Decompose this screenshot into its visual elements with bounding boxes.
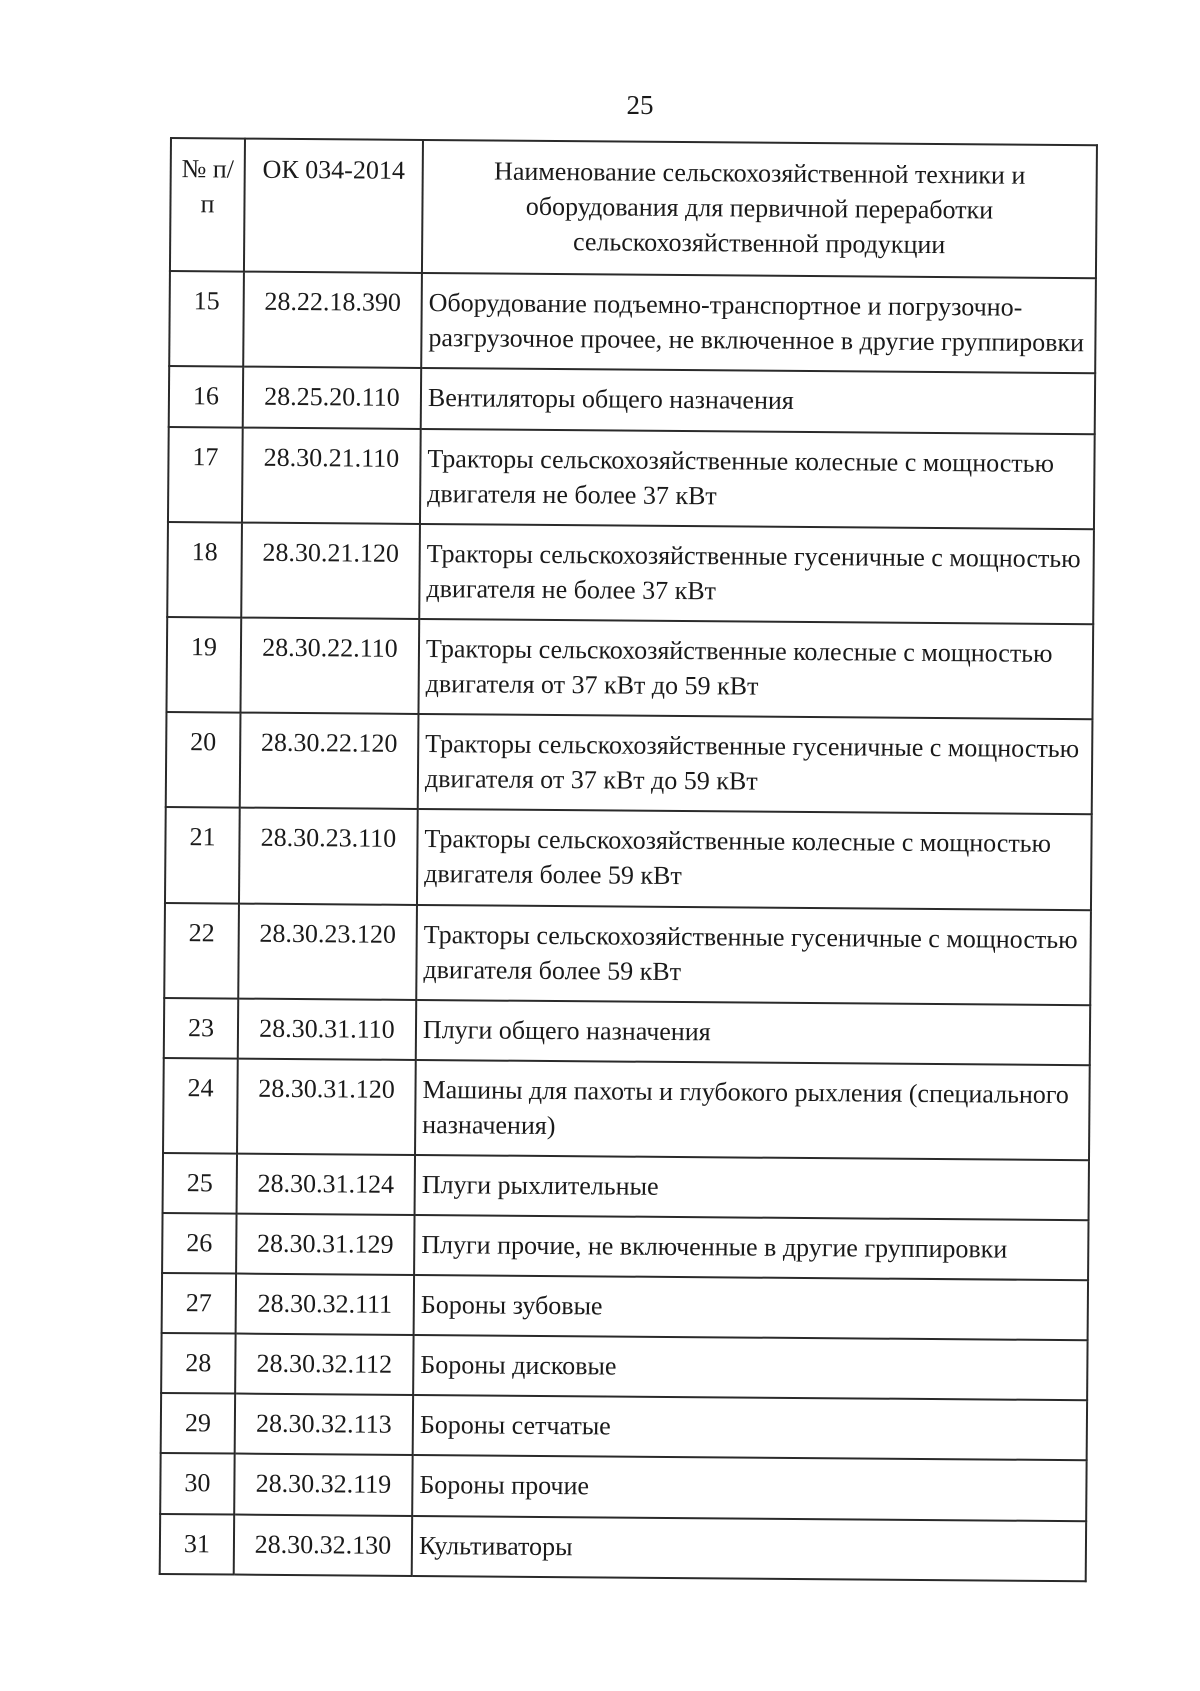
table-row <box>162 1213 1088 1280</box>
table-row <box>160 1453 1086 1520</box>
table-row <box>163 1153 1089 1220</box>
row-name: Плуги общего назначения <box>416 1000 1090 1065</box>
header-code: ОК 034-2014 <box>244 139 423 274</box>
page-number: 25 <box>626 90 654 120</box>
table-row <box>161 1333 1087 1400</box>
row-code: 28.30.32.113 <box>235 1394 413 1455</box>
row-number: 23 <box>164 998 238 1059</box>
row-code: 28.30.31.110 <box>238 998 416 1059</box>
row-code: 28.30.23.120 <box>238 903 417 1000</box>
row-name: Бороны прочие <box>412 1455 1086 1520</box>
header-number: № п/п <box>170 138 245 272</box>
header-row <box>170 138 1097 279</box>
row-code: 28.30.23.110 <box>239 808 418 905</box>
row-number: 27 <box>162 1273 236 1334</box>
row-number: 16 <box>169 366 243 427</box>
row-number: 21 <box>165 807 240 903</box>
row-code: 28.25.20.110 <box>243 367 421 428</box>
row-code: 28.30.31.124 <box>237 1154 415 1215</box>
row-code: 28.30.32.130 <box>234 1514 412 1575</box>
row-number: 22 <box>164 902 239 998</box>
equipment-table <box>159 137 1098 1582</box>
row-name: Тракторы сельскохозяйственные гусеничные с мощностью двигателя не более 37 кВт <box>419 524 1094 624</box>
table-row <box>162 1273 1088 1340</box>
row-number: 19 <box>166 617 241 713</box>
table-row <box>166 712 1093 814</box>
row-name: Культиваторы <box>412 1515 1086 1580</box>
table-row <box>160 1513 1086 1580</box>
row-code: 28.30.32.119 <box>234 1454 412 1515</box>
row-code: 28.30.21.120 <box>241 522 420 619</box>
table-header <box>170 138 1097 279</box>
row-name: Машины для пахоты и глубокого рыхления (специального назначения) <box>415 1060 1090 1160</box>
row-code: 28.30.21.110 <box>242 427 421 524</box>
row-code: 28.30.31.129 <box>236 1214 414 1275</box>
row-code: 28.30.22.120 <box>240 713 419 810</box>
table-body <box>160 271 1096 1581</box>
row-name: Бороны зубовые <box>414 1275 1088 1340</box>
row-number: 30 <box>160 1453 234 1514</box>
row-number: 26 <box>162 1213 236 1274</box>
row-code: 28.30.32.111 <box>236 1274 414 1335</box>
row-number: 20 <box>166 712 241 808</box>
table-row <box>165 807 1092 909</box>
row-number: 25 <box>163 1153 237 1214</box>
row-name: Тракторы сельскохозяйственные колесные с мощностью двигателя от 37 кВт до 59 кВт <box>418 619 1093 719</box>
table-row <box>161 1393 1087 1460</box>
row-code: 28.22.18.390 <box>243 272 422 369</box>
row-name: Вентиляторы общего назначения <box>421 368 1095 433</box>
row-name: Бороны сетчатые <box>413 1395 1087 1460</box>
row-number: 17 <box>168 427 243 523</box>
row-number: 29 <box>161 1393 235 1454</box>
table-row <box>166 617 1093 719</box>
table-row <box>167 522 1094 624</box>
row-number: 18 <box>167 522 242 618</box>
row-code: 28.30.32.112 <box>235 1334 413 1395</box>
row-name: Оборудование подъемно-транспортное и погрузочно-разгрузочное прочее, не включенное в другие группировки <box>421 273 1096 373</box>
table-row <box>169 366 1095 433</box>
row-name: Тракторы сельскохозяйственные гусеничные с мощностью двигателя более 59 кВт <box>416 904 1091 1004</box>
row-number: 31 <box>160 1513 234 1574</box>
row-number: 28 <box>161 1333 235 1394</box>
table-row <box>163 1058 1090 1160</box>
table-row <box>164 998 1090 1065</box>
row-name: Плуги прочие, не включенные в другие группировки <box>414 1215 1088 1280</box>
table-row <box>168 427 1095 529</box>
row-name: Тракторы сельскохозяйственные колесные с мощностью двигателя не более 37 кВт <box>420 429 1095 529</box>
row-number: 24 <box>163 1058 238 1154</box>
row-name: Тракторы сельскохозяйственные колесные с мощностью двигателя более 59 кВт <box>417 809 1092 909</box>
table-row <box>169 271 1096 373</box>
row-code: 28.30.22.110 <box>240 618 419 715</box>
row-code: 28.30.31.120 <box>237 1058 416 1155</box>
row-name: Тракторы сельскохозяйственные гусеничные с мощностью двигателя от 37 кВт до 59 кВт <box>418 714 1093 814</box>
header-name: Наименование сельскохозяйственной техники и оборудования для первичной переработки сельскохозяйственной продукции <box>422 140 1097 279</box>
row-number: 15 <box>169 271 244 367</box>
row-name: Плуги рыхлительные <box>415 1155 1089 1220</box>
row-name: Бороны дисковые <box>413 1335 1087 1400</box>
table-row <box>164 902 1091 1004</box>
